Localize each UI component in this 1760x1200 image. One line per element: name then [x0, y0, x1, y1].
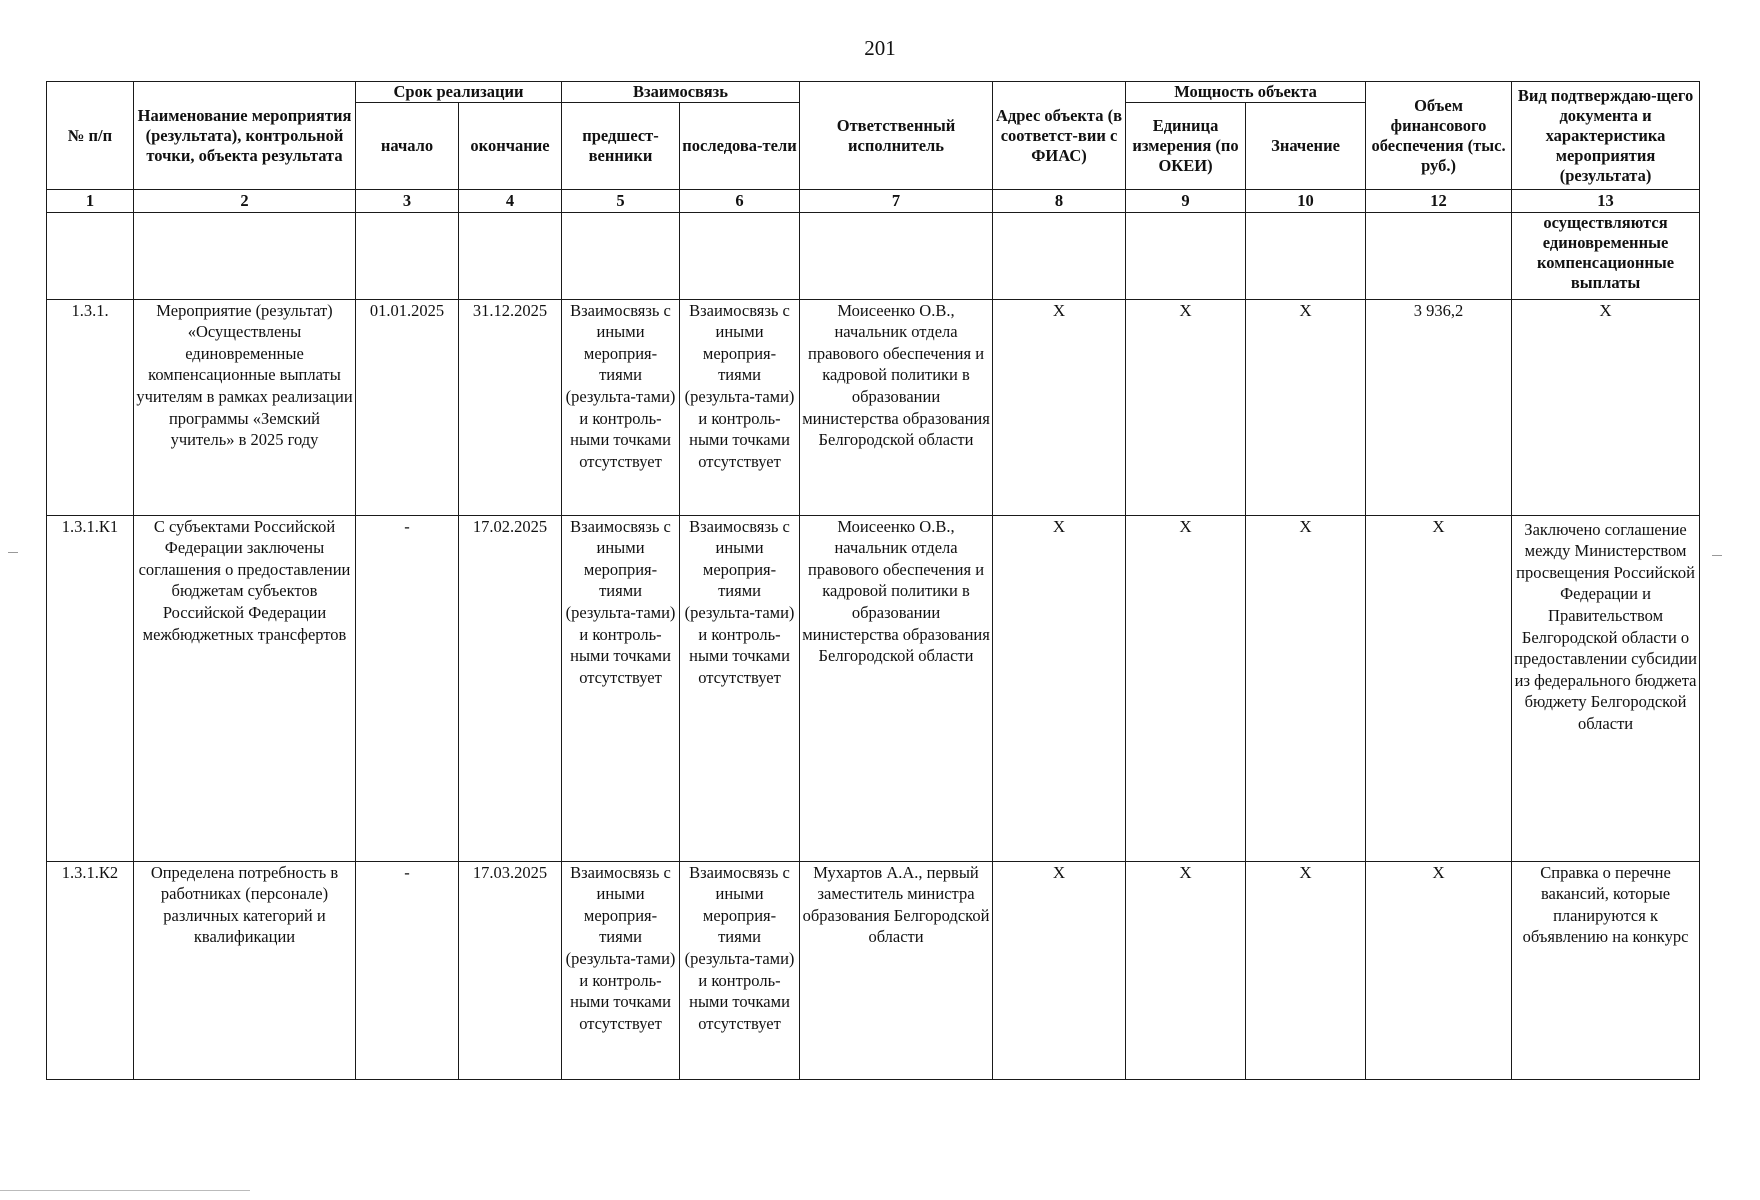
header-link-group: Взаимосвязь — [562, 82, 800, 103]
header-address: Адрес объекта (в соответст-вии с ФИАС) — [993, 82, 1126, 190]
row-predecessors: Взаимосвязь с иными мероприя-тиями (результа-тами) и контроль-ными точками отсутствует — [562, 515, 680, 861]
header-unit: Единица измерения (по ОКЕИ) — [1126, 103, 1246, 190]
column-number: 2 — [134, 190, 356, 213]
row-address: X — [993, 861, 1126, 1079]
row-start: - — [356, 515, 459, 861]
header-end: окончание — [459, 103, 562, 190]
table-row — [47, 299, 1700, 515]
scan-artifact-tick — [1712, 555, 1722, 556]
row-responsible: Моисеенко О.В., начальник отдела правового обеспечения и кадровой политики в образовании министерства образования Белгородской области — [800, 515, 993, 861]
row-predecessors: Взаимосвязь с иными мероприя-тиями (результа-тами) и контроль-ными точками отсутствует — [562, 299, 680, 515]
row-unit: X — [1126, 515, 1246, 861]
scan-artifact-tick — [8, 552, 18, 553]
row-document: Заключено соглашение между Министерством просвещения Российской Федерации и Правительством Белгородской области о предоставлении субсидии из федерального бюджета бюджету Белгородской области — [1512, 515, 1700, 861]
row-end: 17.03.2025 — [459, 861, 562, 1079]
column-number: 5 — [562, 190, 680, 213]
header-responsible: Ответственный исполнитель — [800, 82, 993, 190]
events-table — [46, 81, 1700, 1080]
row-value: X — [1246, 861, 1366, 1079]
row-num: 1.3.1.К1 — [47, 515, 134, 861]
row-responsible: Мухартов А.А., первый заместитель министра образования Белгородской области — [800, 861, 993, 1079]
header-document: Вид подтверждаю-щего документа и характеристика мероприятия (результата) — [1512, 82, 1700, 190]
row-document: X — [1512, 299, 1700, 515]
row-document: Справка о перечне вакансий, которые планируются к объявлению на конкурс — [1512, 861, 1700, 1079]
row-unit: X — [1126, 861, 1246, 1079]
column-number: 1 — [47, 190, 134, 213]
row-end: 31.12.2025 — [459, 299, 562, 515]
header-finance: Объем финансового обеспечения (тыс. руб.) — [1366, 82, 1512, 190]
header-num: № п/п — [47, 82, 134, 190]
table-row — [47, 515, 1700, 861]
table-row-continuation — [47, 212, 1700, 299]
header-term-group: Срок реализации — [356, 82, 562, 103]
row-start: 01.01.2025 — [356, 299, 459, 515]
row-start: - — [356, 861, 459, 1079]
row-name: С субъектами Российской Федерации заключены соглашения о предоставлении бюджетам субъектов Российской Федерации межбюджетных трансфертов — [134, 515, 356, 861]
column-number: 12 — [1366, 190, 1512, 213]
scan-artifact-line — [0, 1190, 250, 1191]
header-capacity-group: Мощность объекта — [1126, 82, 1366, 103]
row-successors: Взаимосвязь с иными мероприя-тиями (результа-тами) и контроль-ными точками отсутствует — [680, 299, 800, 515]
row-address: X — [993, 299, 1126, 515]
row-successors: Взаимосвязь с иными мероприя-тиями (результа-тами) и контроль-ными точками отсутствует — [680, 515, 800, 861]
row-finance: X — [1366, 861, 1512, 1079]
column-number: 10 — [1246, 190, 1366, 213]
column-number: 6 — [680, 190, 800, 213]
row-name: Мероприятие (результат) «Осуществлены единовременные компенсационные выплаты учителям в рамках реализации программы «Земский учитель» в 2025 году — [134, 299, 356, 515]
header-name: Наименование мероприятия (результата), контрольной точки, объекта результата — [134, 82, 356, 190]
column-number: 4 — [459, 190, 562, 213]
row-num: 1.3.1.К2 — [47, 861, 134, 1079]
row-value: X — [1246, 299, 1366, 515]
row-finance: 3 936,2 — [1366, 299, 1512, 515]
page-number: 201 — [864, 36, 896, 60]
column-number: 7 — [800, 190, 993, 213]
row-responsible: Моисеенко О.В., начальник отдела правового обеспечения и кадровой политики в образовании министерства образования Белгородской области — [800, 299, 993, 515]
row-value: X — [1246, 515, 1366, 861]
header-start: начало — [356, 103, 459, 190]
header-predecessors: предшест-венники — [562, 103, 680, 190]
column-number: 8 — [993, 190, 1126, 213]
row-unit: X — [1126, 299, 1246, 515]
row-successors: Взаимосвязь с иными мероприя-тиями (результа-тами) и контроль-ными точками отсутствует — [680, 861, 800, 1079]
column-number: 3 — [356, 190, 459, 213]
row-finance: X — [1366, 515, 1512, 861]
column-number: 9 — [1126, 190, 1246, 213]
table-row — [47, 861, 1700, 1079]
header-successors: последова-тели — [680, 103, 800, 190]
header-value: Значение — [1246, 103, 1366, 190]
row-end: 17.02.2025 — [459, 515, 562, 861]
row-predecessors: Взаимосвязь с иными мероприя-тиями (результа-тами) и контроль-ными точками отсутствует — [562, 861, 680, 1079]
row-address: X — [993, 515, 1126, 861]
row-name: Определена потребность в работниках (персонале) различных категорий и квалификации — [134, 861, 356, 1079]
continuation-document: осуществляются единовременные компенсационные выплаты — [1512, 212, 1700, 299]
row-num: 1.3.1. — [47, 299, 134, 515]
column-number: 13 — [1512, 190, 1700, 213]
